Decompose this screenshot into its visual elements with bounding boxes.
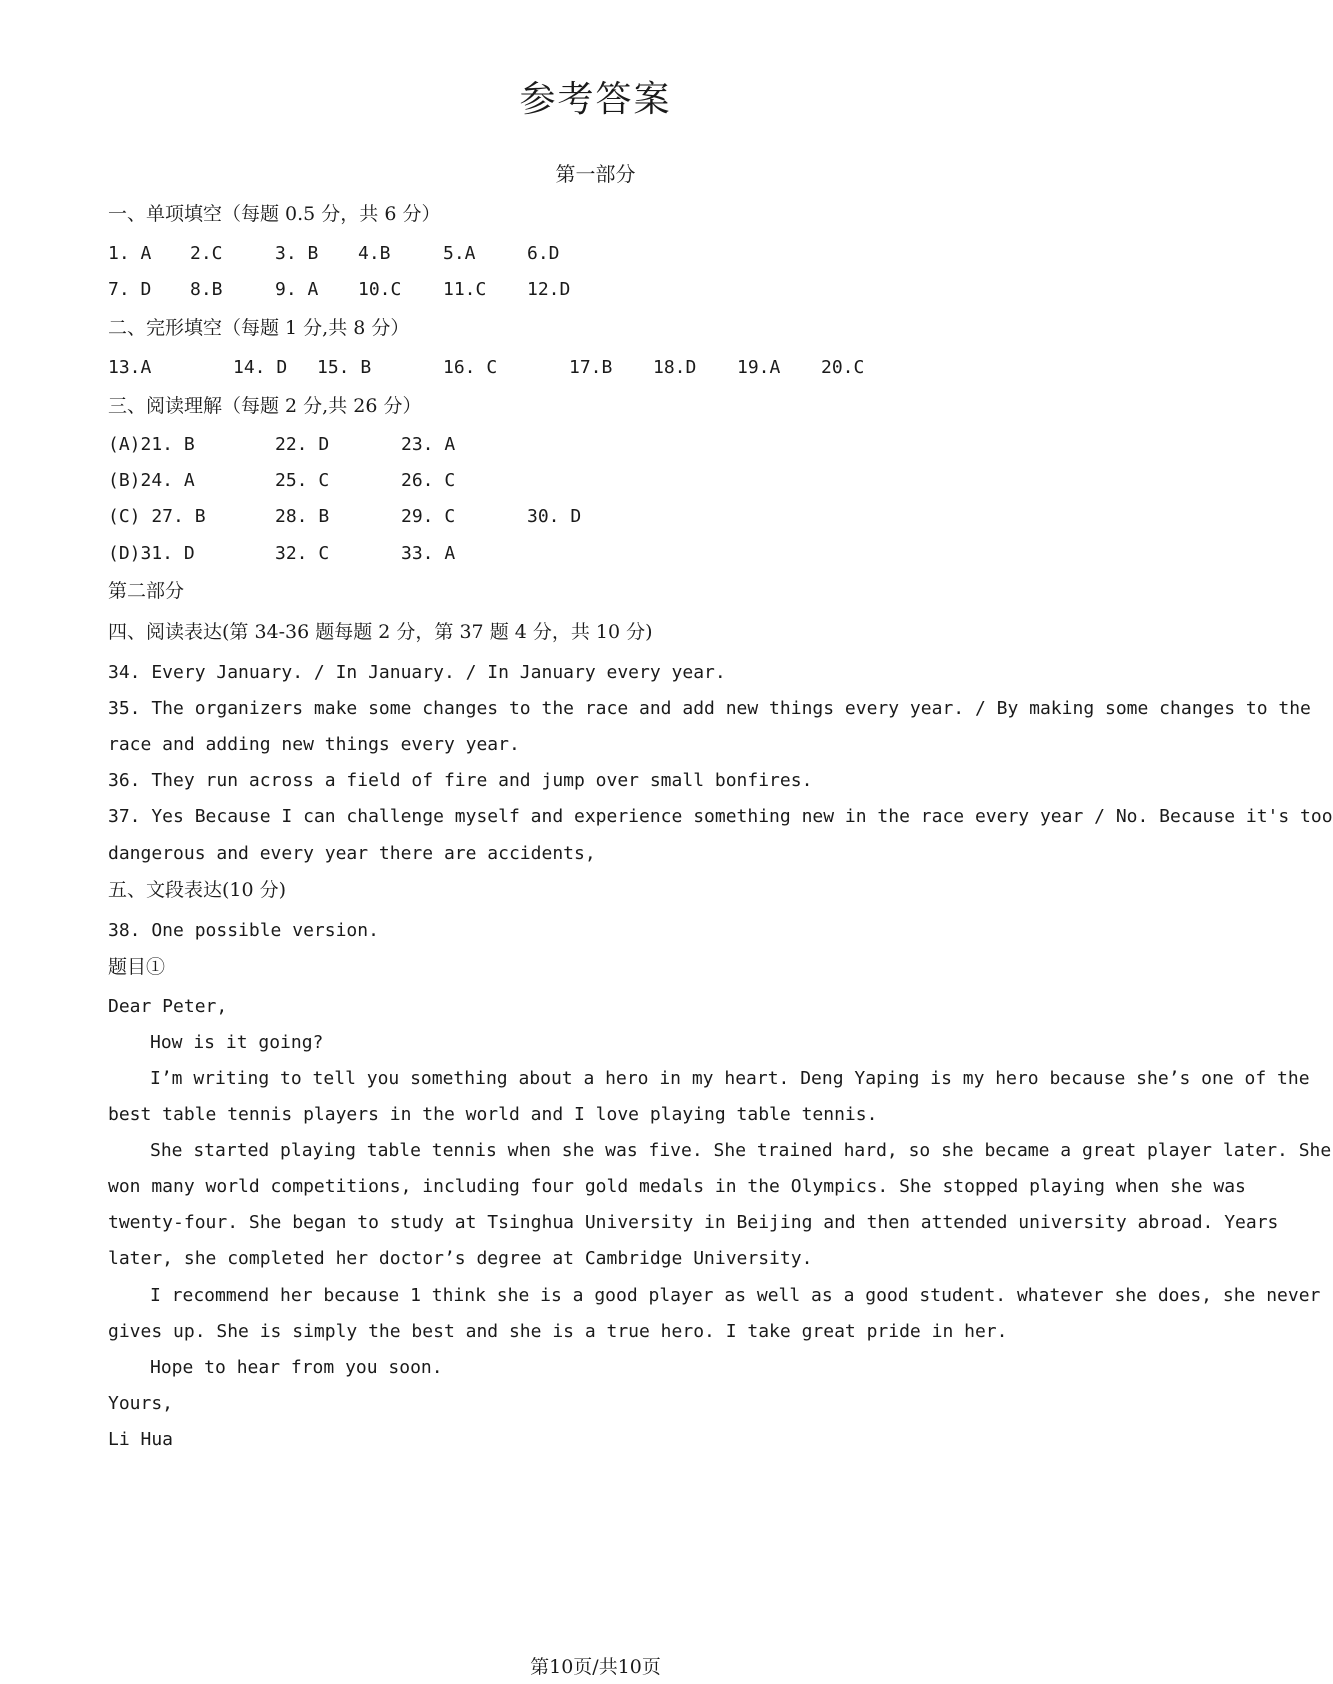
answer-item: 8.B (190, 279, 223, 300)
section3-heading: 三、阅读理解（每题 2 分,共 26 分） (108, 395, 422, 417)
answer-item: 19.A (737, 357, 781, 378)
answer-item: 12.D (527, 279, 571, 300)
letter-line: won many world competitions, including four gold medals in the Olympics. She stopped playing when she was (108, 1176, 1246, 1197)
letter-line: twenty-four. She began to study at Tsinghua University in Beijing and then attended university abroad. Years (108, 1212, 1279, 1233)
answer-line: 36. They run across a field of fire and jump over small bonfires. (108, 770, 813, 791)
letter-line: Hope to hear from you soon. (150, 1357, 443, 1378)
answer-item: 4.B (358, 243, 391, 264)
answer-item: 20.C (821, 357, 865, 378)
answer-item: 7. D (108, 279, 152, 300)
answer-line: dangerous and every year there are accidents, (108, 843, 596, 864)
letter-line: gives up. She is simply the best and she is a true hero. I take great pride in her. (108, 1321, 1008, 1342)
letter-line: later, she completed her doctor’s degree at Cambridge University. (108, 1248, 813, 1269)
answer-item: 1. A (108, 243, 152, 264)
letter-line: I recommend her because 1 think she is a good player as well as a good student. whatever she does, she never (150, 1285, 1321, 1306)
page-title: 参考答案 (519, 79, 672, 120)
answer-item: 32. C (275, 543, 330, 564)
answer-item: 28. B (275, 506, 330, 527)
section5-heading: 五、文段表达(10 分) (108, 879, 287, 901)
answer-item: 11.C (443, 279, 487, 300)
letter-greeting: Dear Peter, (108, 996, 228, 1017)
answer-line: 34. Every January. / In January. / In January every year. (108, 662, 726, 683)
letter-line: I’m writing to tell you something about a hero in my heart. Deng Yaping is my hero because she’s one of the (150, 1068, 1310, 1089)
answer-line: 37. Yes Because I can challenge myself and experience something new in the race every year / No. Because it's too (108, 806, 1333, 827)
answer-item: 26. C (401, 470, 456, 491)
section3-row-d (0, 545, 1191, 569)
answer-item: 33. A (401, 543, 456, 564)
letter-line: She started playing table tennis when she was five. She trained hard, so she became a great player later. She (150, 1140, 1332, 1161)
answer-item: 14. D (233, 357, 288, 378)
answer-item: 23. A (401, 434, 456, 455)
section1-row-2 (0, 281, 1191, 305)
answer-item: 6.D (527, 243, 560, 264)
section1-row-1 (0, 245, 1191, 269)
answer-item: 9. A (275, 279, 319, 300)
answer-item: 15. B (317, 357, 372, 378)
letter-line: best table tennis players in the world and I love playing table tennis. (108, 1104, 878, 1125)
answer-item: 5.A (443, 243, 476, 264)
answer-item: 25. C (275, 470, 330, 491)
section4-heading: 四、阅读表达(第 34-36 题每题 2 分，第 37 题 4 分，共 10 分) (108, 621, 653, 643)
answer-item: (D)31. D (108, 543, 195, 564)
section1-heading: 一、单项填空（每题 0.5 分，共 6 分） (108, 203, 441, 225)
section3-row-c (0, 508, 1191, 532)
answer-item: 30. D (527, 506, 582, 527)
letter-line: How is it going? (150, 1032, 324, 1053)
answer-item: (B)24. A (108, 470, 195, 491)
answer-item: 22. D (275, 434, 330, 455)
part-one-label: 第一部分 (555, 162, 636, 186)
letter-signature: Li Hua (108, 1429, 174, 1450)
answer-item: (C) 27. B (108, 506, 206, 527)
answer-item: 13.A (108, 357, 152, 378)
answer-line: 35. The organizers make some changes to the race and add new things every year. / By making some changes to the (108, 698, 1311, 719)
topic-label: 题目① (108, 956, 166, 978)
letter-closing: Yours, (108, 1393, 174, 1414)
answer-line: race and adding new things every year. (108, 734, 520, 755)
section3-row-a (0, 436, 1191, 460)
part-two-label: 第二部分 (108, 580, 185, 602)
answer-item: 29. C (401, 506, 456, 527)
section2-row (0, 359, 1191, 383)
answer-item: 18.D (653, 357, 697, 378)
answer-item: 16. C (443, 357, 498, 378)
answer-item: 2.C (190, 243, 223, 264)
page-footer: 第10页/共10页 (530, 1656, 661, 1678)
answer-item: 10.C (358, 279, 402, 300)
answer-item: 3. B (275, 243, 319, 264)
answer-line: 38. One possible version. (108, 920, 379, 941)
answer-item: (A)21. B (108, 434, 195, 455)
section3-row-b (0, 472, 1191, 496)
answer-item: 17.B (569, 357, 613, 378)
section2-heading: 二、完形填空（每题 1 分,共 8 分） (108, 317, 410, 339)
